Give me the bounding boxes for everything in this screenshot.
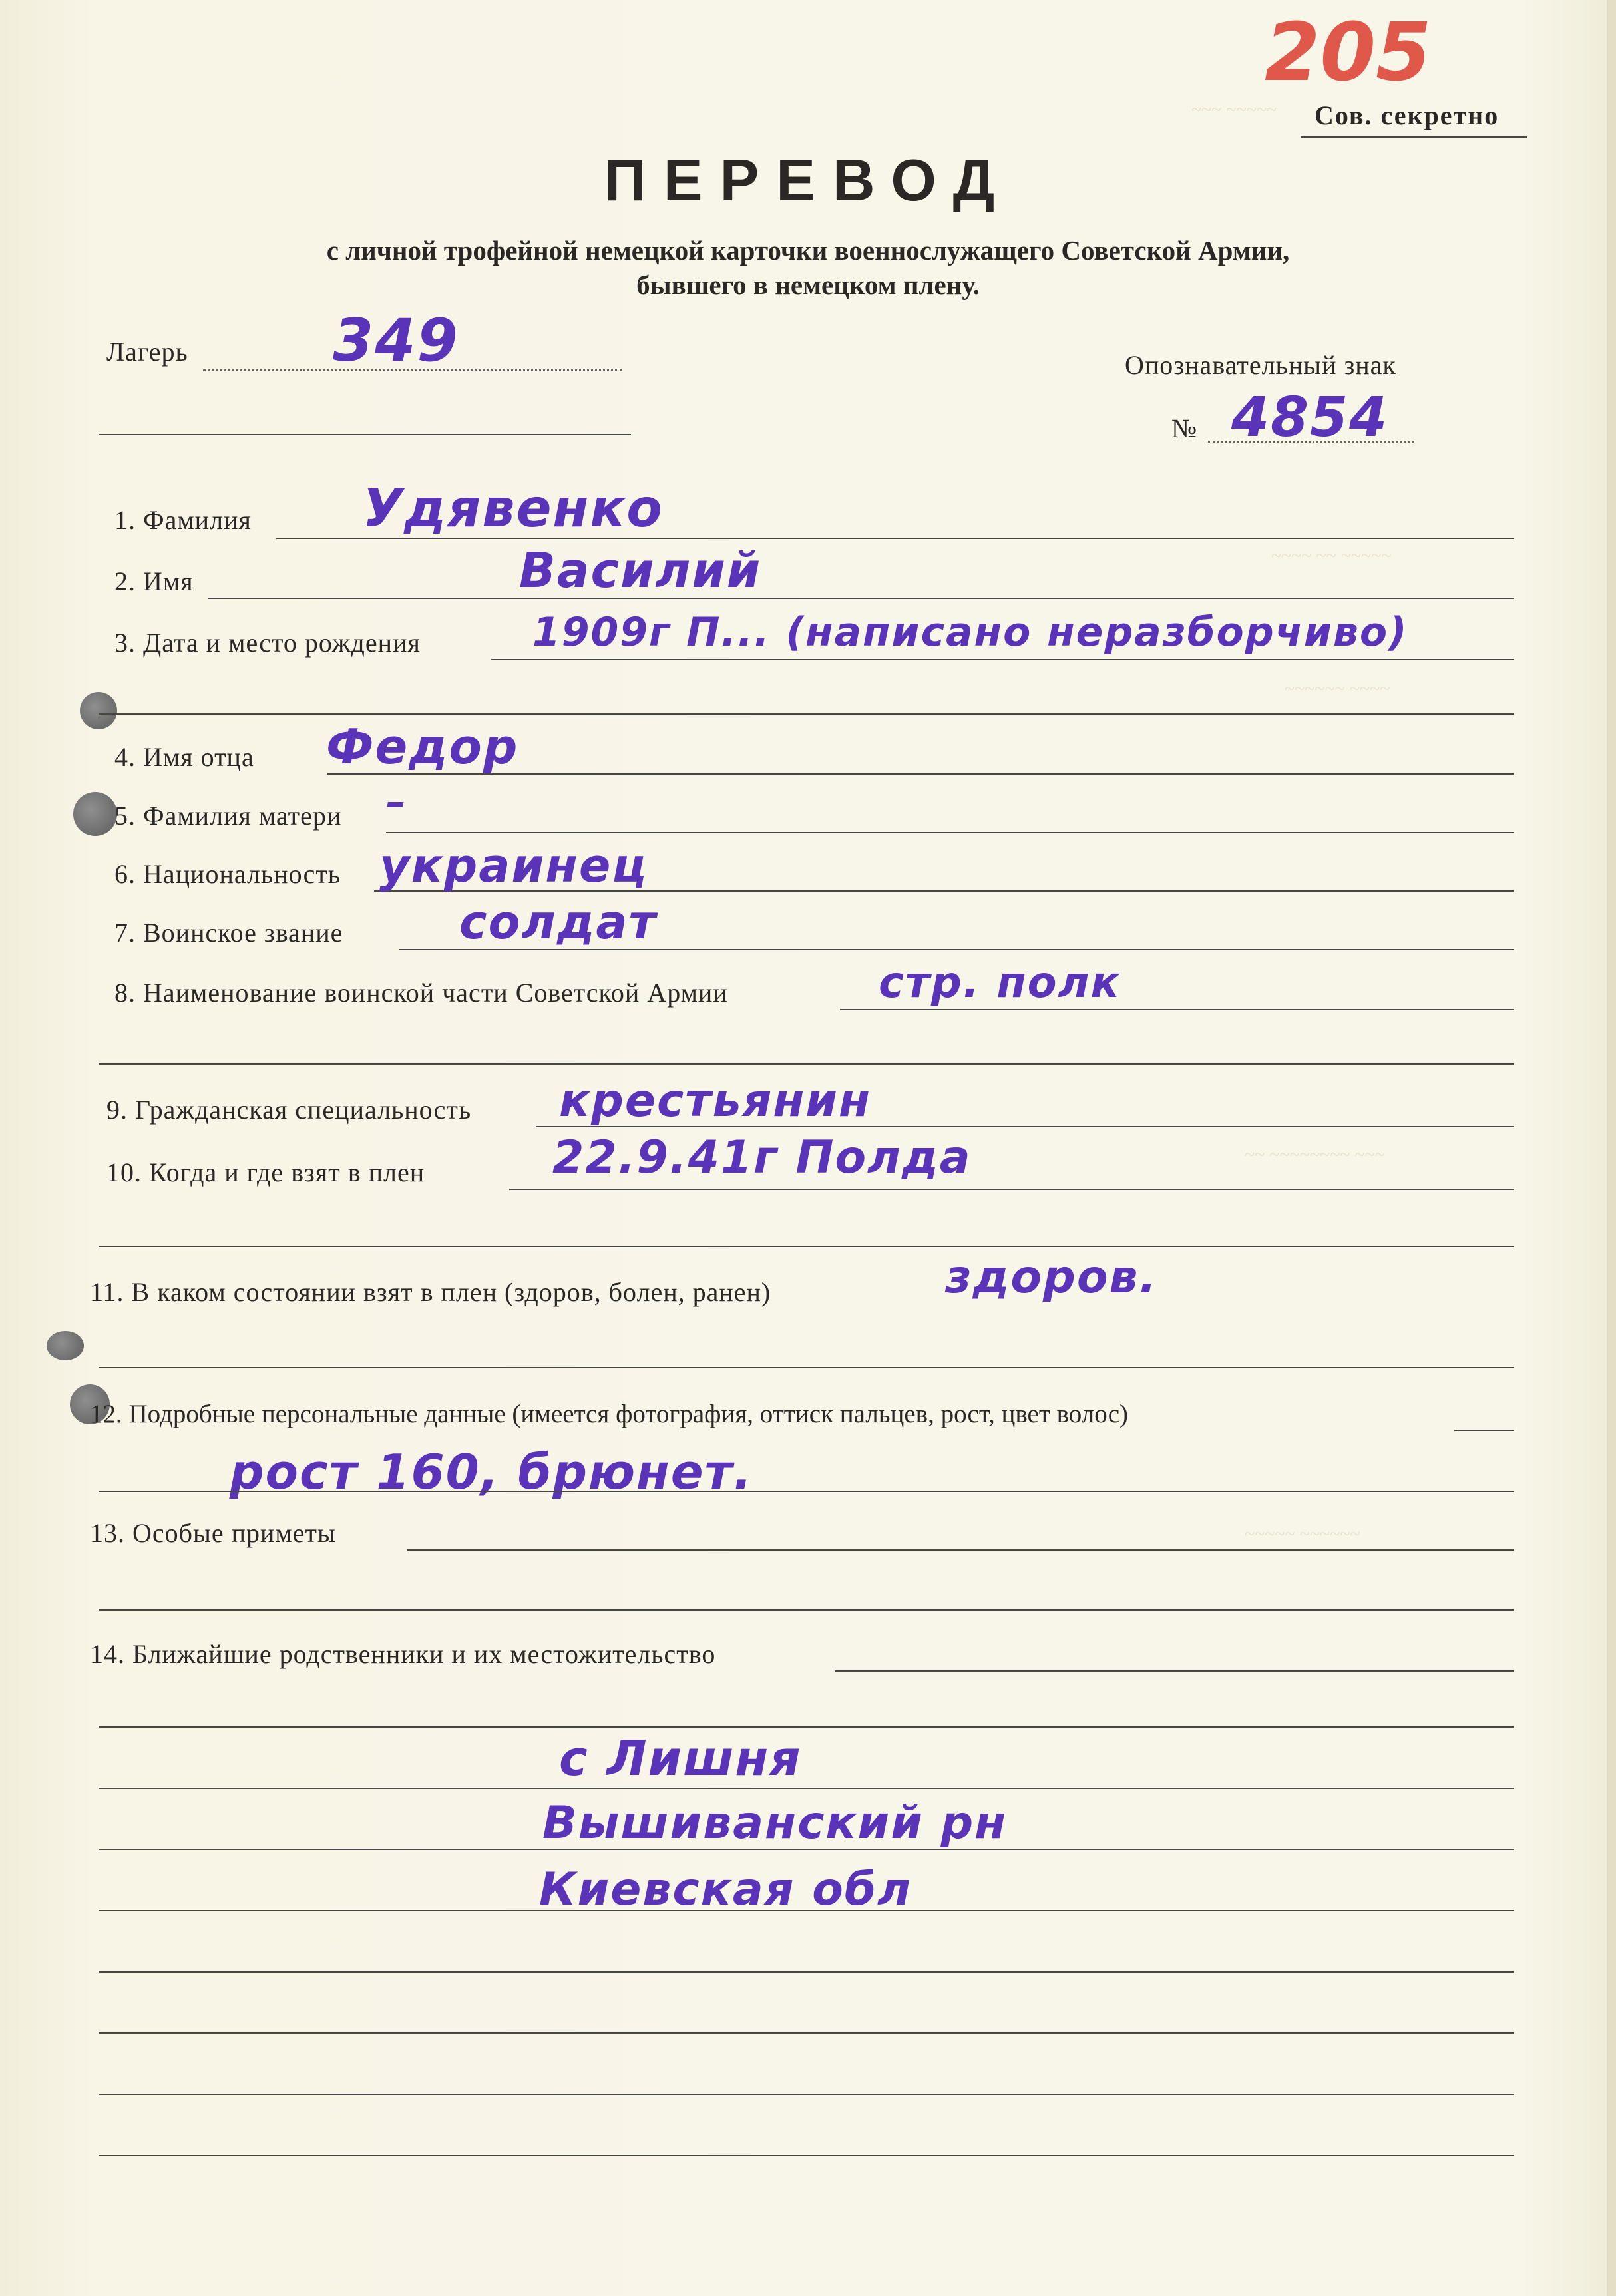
field-8-label: 8. Наименование воинской части Советской Армии	[114, 978, 728, 1008]
classification-underline	[1301, 136, 1527, 138]
field-14-label: 14. Ближайшие родственники и их местожительство	[90, 1639, 716, 1669]
camp-extra-line	[99, 434, 631, 435]
bleed-through-text: ~~~~ ~~ ~~~~~	[1271, 546, 1392, 566]
field-2-line	[208, 598, 1514, 599]
field-4-value[interactable]: Федор	[326, 719, 519, 775]
field-3-value[interactable]: 1909г П... (написано неразборчиво)	[532, 609, 1408, 656]
relatives-line	[99, 1971, 1514, 1973]
bleed-through-text: ~~~ ~~~~~	[1191, 100, 1277, 120]
field-10-label: 10. Когда и где взят в плен	[106, 1157, 425, 1187]
paper-edge	[1607, 0, 1616, 2296]
field-12-label: 12. Подробные персональные данные (имеется фотография, оттиск пальцев, рост, цвет волос)	[90, 1400, 1128, 1428]
field-4-label: 4. Имя отца	[114, 742, 254, 772]
field-6-label: 6. Национальность	[114, 859, 341, 889]
field-10-line	[509, 1189, 1514, 1190]
punch-hole	[47, 1331, 84, 1360]
relatives-address-line-1[interactable]: с Лишня	[559, 1730, 802, 1786]
field-13-extra-line	[99, 1609, 1514, 1611]
field-10-value[interactable]: 22.9.41г Полда	[552, 1131, 972, 1184]
bleed-through-text: ~~~~~~ ~~~~	[1285, 679, 1390, 699]
subtitle-line-2: бывшего в немецком плену.	[636, 270, 980, 300]
field-11-extra-line	[99, 1367, 1514, 1368]
punch-hole	[73, 792, 117, 836]
relatives-line	[99, 2094, 1514, 2095]
field-8-extra-line	[99, 1063, 1514, 1065]
id-mark-value[interactable]: 4854	[1231, 386, 1389, 449]
subtitle-line-1: с личной трофейной немецкой карточки военнослужащего Советской Армии,	[326, 235, 1290, 266]
relatives-line	[99, 2155, 1514, 2156]
camp-value[interactable]: 349	[333, 306, 459, 375]
field-11-value[interactable]: здоров.	[945, 1251, 1158, 1304]
id-number-sign: №	[1171, 413, 1198, 443]
field-6-value[interactable]: украинец	[379, 839, 648, 893]
field-8-value[interactable]: стр. полк	[879, 958, 1121, 1008]
document-title: ПЕРЕВОД	[604, 147, 1012, 213]
archive-number: 205	[1265, 7, 1432, 99]
field-14-line	[835, 1670, 1514, 1672]
field-3-extra-line	[99, 713, 1514, 715]
field-3-line	[491, 659, 1514, 660]
relatives-line	[99, 1788, 1514, 1789]
field-13-line	[407, 1549, 1514, 1551]
field-1-label: 1. Фамилия	[114, 505, 252, 535]
id-mark-label: Опознавательный знак	[1125, 350, 1396, 380]
field-12-line	[1454, 1430, 1514, 1431]
field-7-value[interactable]: солдат	[459, 895, 658, 950]
field-2-value[interactable]: Василий	[519, 542, 762, 598]
bleed-through-text: ~~~~~ ~~~~~~	[1245, 1524, 1360, 1545]
field-5-line	[386, 832, 1514, 833]
relatives-address-line-3[interactable]: Киевская обл	[539, 1863, 912, 1916]
field-13-label: 13. Особые приметы	[90, 1518, 336, 1548]
field-10-extra-line	[99, 1246, 1514, 1247]
field-5-label: 5. Фамилия матери	[114, 801, 342, 831]
relatives-line	[99, 2032, 1514, 2034]
classification-stamp: Сов. секретно	[1314, 100, 1500, 130]
field-9-label: 9. Гражданская специальность	[106, 1095, 472, 1125]
field-12-extra-line	[99, 1491, 1514, 1492]
relatives-line	[99, 1726, 1514, 1728]
punch-hole	[80, 692, 117, 729]
field-9-value[interactable]: крестьянин	[559, 1075, 871, 1127]
camp-label: Лагерь	[106, 337, 188, 367]
field-5-value[interactable]: –	[386, 779, 407, 825]
field-7-label: 7. Воинское звание	[114, 918, 343, 948]
field-1-value[interactable]: Удявенко	[363, 479, 664, 539]
field-12-value[interactable]: рост 160, брюнет.	[230, 1444, 753, 1500]
field-11-label: 11. В каком состоянии взят в плен (здоров, болен, ранен)	[90, 1277, 771, 1307]
bleed-through-text: ~~ ~~~~~~~~ ~~~	[1245, 1145, 1385, 1165]
field-2-label: 2. Имя	[114, 566, 194, 596]
field-8-line	[840, 1009, 1514, 1010]
relatives-address-line-2[interactable]: Вышиванский рн	[542, 1797, 1008, 1849]
field-3-label: 3. Дата и место рождения	[114, 628, 421, 658]
